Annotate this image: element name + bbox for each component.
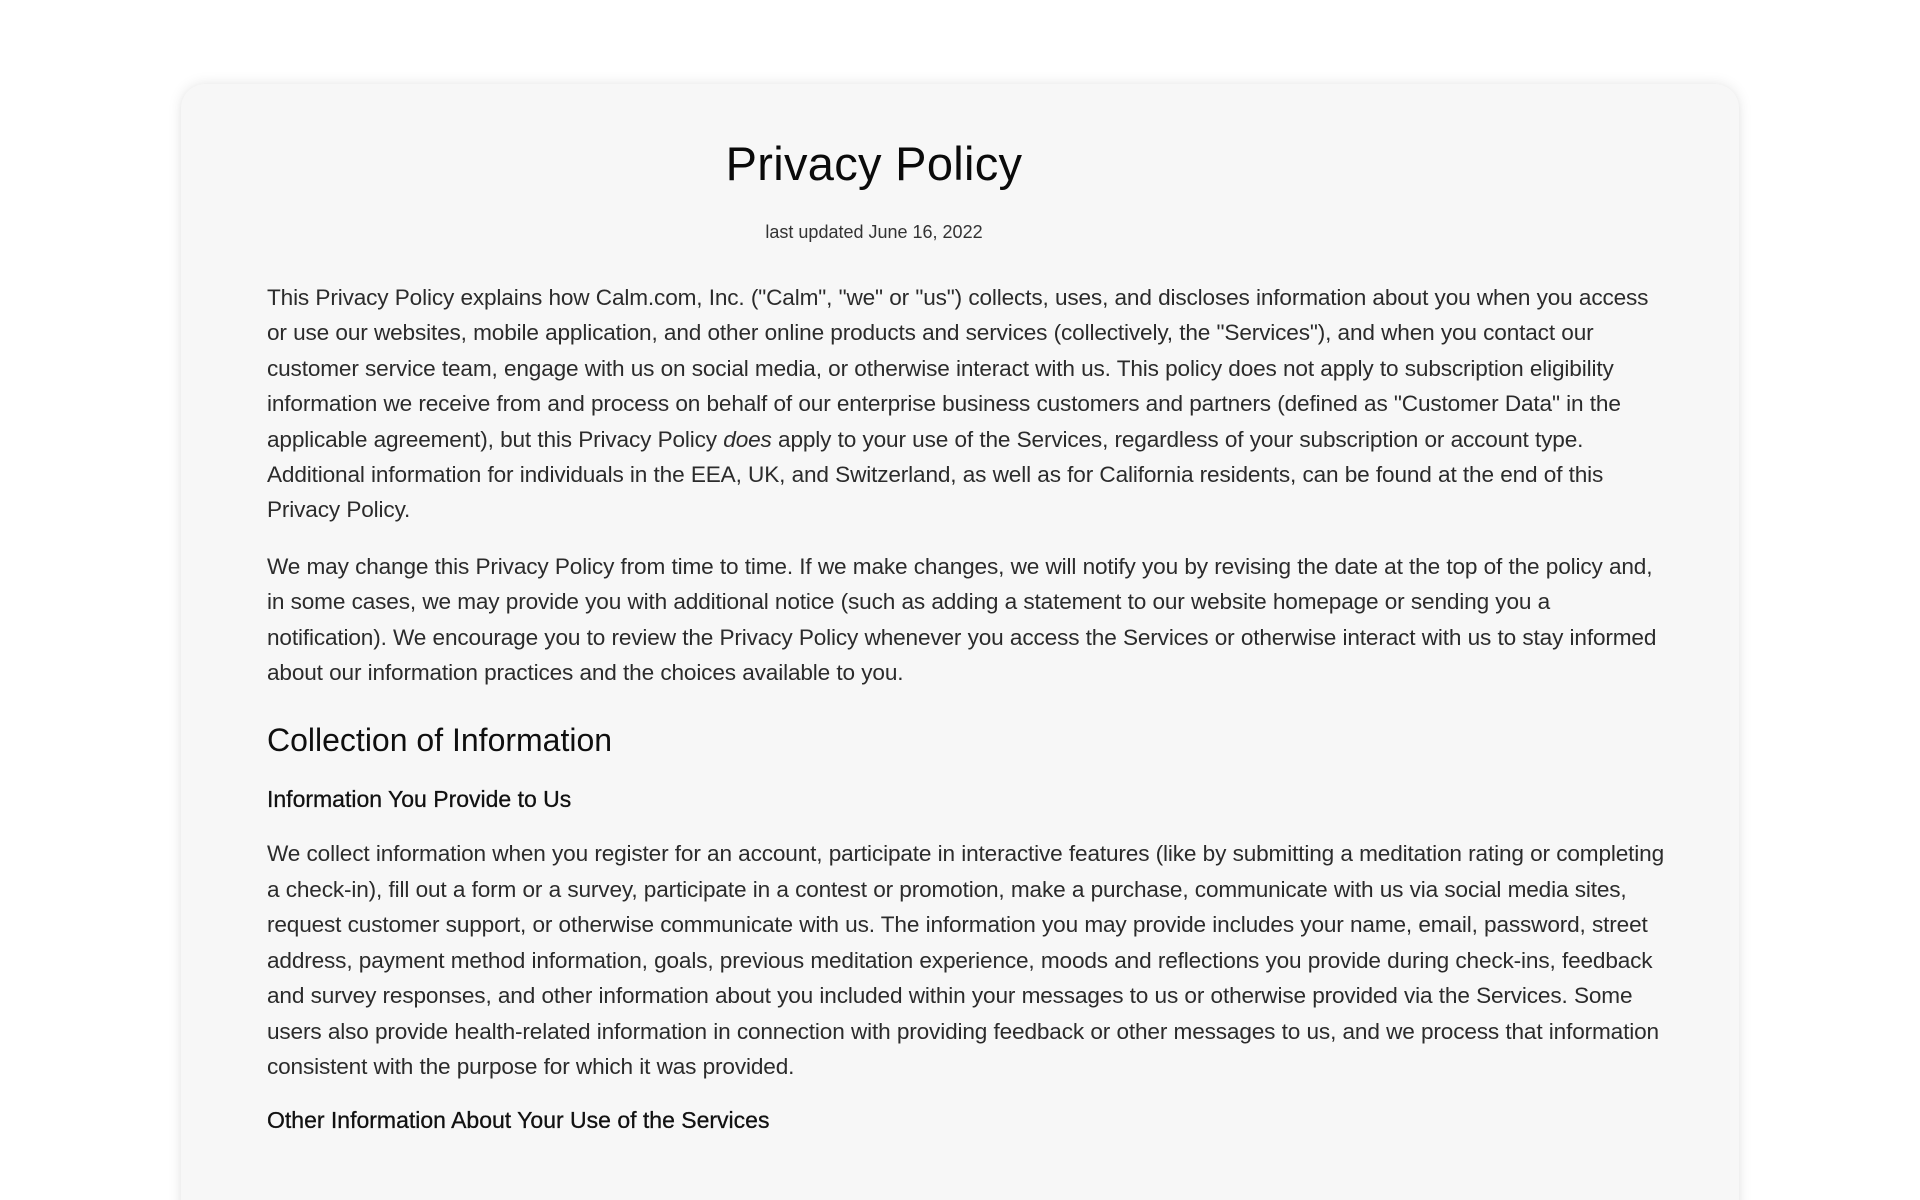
intro-paragraph-1	[267, 280, 1667, 528]
policy-card	[181, 84, 1739, 1200]
intro-paragraph-1-part-2: apply to your use of the Services, regardless of your subscription or account type. Additional information for individuals in the EEA, UK, and Switzerland, as well as for California residents, can be found at the end of this Privacy Policy.	[267, 426, 1604, 523]
emphasis-does: does	[723, 426, 772, 452]
last-updated-date: last updated June 16, 2022	[765, 222, 983, 242]
page-title: Privacy Policy	[725, 137, 1023, 190]
intro-paragraph-2: We may change this Privacy Policy from time to time. If we make changes, we will notify you by revising the date at the top of the policy and, in some cases, we may provide you with additional notice (such as adding a statement to our website homepage or sending you a notification). We encourage you to review the Privacy Policy whenever you access the Services or otherwise interact with us to stay informed about our information practices and the choices available to you.	[267, 553, 1657, 686]
intro-paragraph-1-part-1: This Privacy Policy explains how Calm.com, Inc. ("Calm", "we" or "us") collects, uses, and discloses information about you when you access or use our websites, mobile application, and other online products and services (collectively, the "Services"), and when you contact our customer service team, engage with us on social media, or otherwise interact with us. This policy does not apply to subscription eligibility information we receive from and process on behalf of our enterprise business customers and partners (defined as "Customer Data" in the applicable agreement), but this Privacy Policy	[267, 285, 1649, 452]
subsection-heading-other-information: Other Information About Your Use of the Services	[267, 1107, 770, 1134]
information-you-provide-paragraph: We collect information when you register for an account, participate in interactive features (like by submitting a meditation rating or completing a check-in), fill out a form or a survey, participate in a contest or promotion, make a purchase, communicate with us via social media sites, request customer support, or otherwise communicate with us. The information you may provide includes your name, email, password, street address, payment method information, goals, previous meditation experience, moods and reflections you provide during check-ins, feedback and survey responses, and other information about you included within your messages to us or otherwise provided via the Services. Some users also provide health-related information in connection with providing feedback or other messages to us, and we process that information consistent with the purpose for which it was provided.	[267, 841, 1665, 1079]
subsection-heading-information-you-provide: Information You Provide to Us	[267, 786, 572, 813]
section-heading-collection-of-information: Collection of Information	[267, 722, 613, 759]
policy-body	[267, 280, 1667, 1157]
